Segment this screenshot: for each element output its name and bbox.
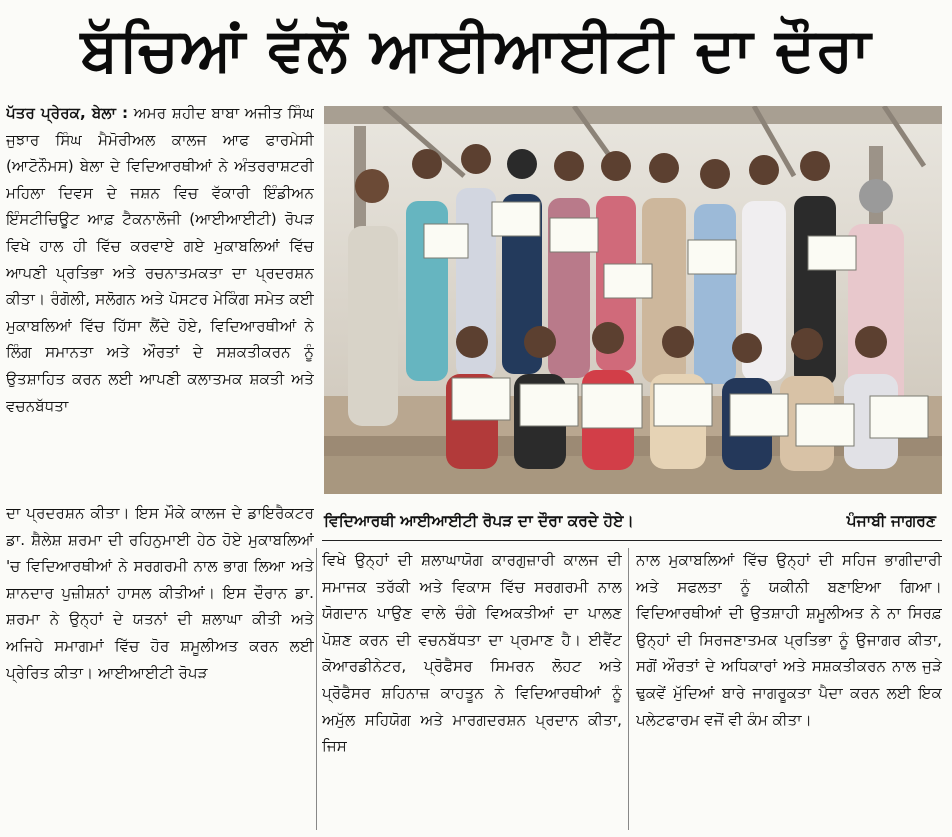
column-divider-left xyxy=(316,548,317,830)
article-column-2 xyxy=(322,547,622,830)
article-column-3 xyxy=(636,547,942,830)
article-text-4: ਨਾਲ ਮੁਕਾਬਲਿਆਂ ਵਿੱਚ ਉਨ੍ਹਾਂ ਦੀ ਸਹਿਜ ਭਾਗੀਦਾਰੀ ਅਤੇ ਸਫਲਤਾ ਨੂੰ ਯਕੀਨੀ ਬਣਾਇਆ ਗਿਆ। ਵਿਦਿਆਰਥੀਆਂ ਦੀ ਉਤਸ਼ਾਹੀ ਸ਼ਮੂਲੀਅਤ ਨੇ ਨਾ ਸਿਰਫ਼ ਉਨ੍ਹਾਂ ਦੀ ਸਿਰਜਣਾਤਮਕ ਪ੍ਰਤਿਭਾ ਨੂੰ ਉਜਾਗਰ ਕੀਤਾ, ਸਗੋਂ ਔਰਤਾਂ ਦੇ ਅਧਿਕਾਰਾਂ ਅਤੇ ਸਸ਼ਕਤੀਕਰਨ ਨਾਲ ਜੁੜੇ ਢੁਕਵੇਂ ਮੁੱਦਿਆਂ ਬਾਰੇ ਜਾਗਰੂਕਤਾ ਪੈਦਾ ਕਰਨ ਲਈ ਇਕ ਪਲੇਟਫਾਰਮ ਵਜੋਂ ਵੀ ਕੰਮ ਕੀਤਾ। xyxy=(636,551,942,729)
article-paragraph-1 xyxy=(6,100,314,419)
caption-divider xyxy=(322,540,942,541)
article-text-2: ਦਾ ਪ੍ਰਦਰਸ਼ਨ ਕੀਤਾ। ਇਸ ਮੌਕੇ ਕਾਲਜ ਦੇ ਡਾਇਰੈਕਟਰ ਡਾ. ਸ਼ੈਲੇਸ਼ ਸ਼ਰਮਾ ਦੀ ਰਹਿਨੁਮਾਈ ਹੇਠ ਹੋਏ ਮੁਕਾਬਲਿਆਂ 'ਚ ਵਿਦਿਆਰਥੀਆਂ ਨੇ ਸਰਗਰਮੀ ਨਾਲ ਭਾਗ ਲਿਆ ਅਤੇ ਸ਼ਾਨਦਾਰ ਪੁਜ਼ੀਸ਼ਨਾਂ ਹਾਸਲ ਕੀਤੀਆਂ। ਇਸ ਦੌਰਾਨ ਡਾ. ਸ਼ਰਮਾ ਨੇ ਉਨ੍ਹਾਂ ਦੇ ਯਤਨਾਂ ਦੀ ਸ਼ਲਾਘਾ ਕੀਤੀ ਅਤੇ ਅਜਿਹੇ ਸਮਾਗਮਾਂ ਵਿੱਚ ਹੋਰ ਸ਼ਮੂਲੀਅਤ ਕਰਨ ਲਈ ਪ੍ਰੇਰਿਤ ਕੀਤਾ। ਆਈਆਈਟੀ ਰੋਪੜ xyxy=(6,504,314,682)
photo-caption: ਵਿਦਿਆਰਥੀ ਆਈਆਈਟੀ ਰੋਪੜ ਦਾ ਦੌਰਾ ਕਰਦੇ ਹੋਏ। xyxy=(324,511,634,530)
column-divider-right xyxy=(628,548,629,830)
headline-text: ਬੱਚਿਆਂ ਵੱਲੋਂ ਆਈਆਈਟੀ ਦਾ ਦੌਰਾ xyxy=(80,15,872,85)
group-photo-illustration xyxy=(324,106,942,494)
photo-source: ਪੰਜਾਬੀ ਜਾਗਰਣ xyxy=(846,511,936,530)
byline: ਪੱਤਰ ਪ੍ਰੇਰਕ, ਬੇਲਾ : xyxy=(6,104,129,122)
article-column-top-left xyxy=(6,100,314,500)
article-text-3: ਵਿਖੇ ਉਨ੍ਹਾਂ ਦੀ ਸ਼ਲਾਘਾਯੋਗ ਕਾਰਗੁਜ਼ਾਰੀ ਕਾਲਜ ਦੀ ਸਮਾਜਕ ਤਰੱਕੀ ਅਤੇ ਵਿਕਾਸ ਵਿੱਚ ਸਰਗਰਮੀ ਨਾਲ ਯੋਗਦਾਨ ਪਾਉਣ ਵਾਲੇ ਚੰਗੇ ਵਿਅਕਤੀਆਂ ਦਾ ਪਾਲਣ ਪੋਸ਼ਣ ਕਰਨ ਦੀ ਵਚਨਬੱਧਤਾ ਦਾ ਪ੍ਰਮਾਣ ਹੈ। ਈਵੈਂਟ ਕੋਆਰਡੀਨੇਟਰ, ਪ੍ਰੋਫੈਸਰ ਸਿਮਰਨ ਲੋਹਟ ਅਤੇ ਪ੍ਰੋਫੈਸਰ ਸ਼ਹਿਨਾਜ਼ ਕਾਹਤੂਨ ਨੇ ਵਿਦਿਆਰਥੀਆਂ ਨੂੰ ਅਮੁੱਲ ਸਹਿਯੋਗ ਅਤੇ ਮਾਰਗਦਰਸ਼ਨ ਪ੍ਰਦਾਨ ਕੀਤਾ, ਜਿਸ xyxy=(322,551,622,756)
article-column-1 xyxy=(6,500,314,830)
article-text-1: ਅਮਰ ਸ਼ਹੀਦ ਬਾਬਾ ਅਜੀਤ ਸਿੰਘ ਜੁਝਾਰ ਸਿੰਘ ਮੈਮੋਰੀਅਲ ਕਾਲਜ ਆਫ ਫਾਰਮੇਸੀ (ਆਟੋਨੌਮਸ) ਬੇਲਾ ਦੇ ਵਿਦਿਆਰਥੀਆਂ ਨੇ ਅੰਤਰਰਾਸ਼ਟਰੀ ਮਹਿਲਾ ਦਿਵਸ ਦੇ ਜਸ਼ਨ ਵਿਚ ਵੱਕਾਰੀ ਇੰਡੀਅਨ ਇੰਸਟੀਚਿਊਟ ਆਫ਼ ਟੈਕਨਾਲੋਜੀ (ਆਈਆਈਟੀ) ਰੋਪੜ ਵਿਖੇ ਹਾਲ ਹੀ ਵਿੱਚ ਕਰਵਾਏ ਗਏ ਮੁਕਾਬਲਿਆਂ ਵਿੱਚ ਆਪਣੀ ਪ੍ਰਤਿਭਾ ਅਤੇ ਰਚਨਾਤਮਕਤਾ ਦਾ ਪ੍ਰਦਰਸ਼ਨ ਕੀਤਾ। ਰੰਗੋਲੀ, ਸਲੋਗਨ ਅਤੇ ਪੋਸਟਰ ਮੇਕਿੰਗ ਸਮੇਤ ਕਈ ਮੁਕਾਬਲਿਆਂ ਵਿੱਚ ਹਿੱਸਾ ਲੈਂਦੇ ਹੋਏ, ਵਿਦਿਆਰਥੀਆਂ ਨੇ ਲਿੰਗ ਸਮਾਨਤਾ ਅਤੇ ਔਰਤਾਂ ਦੇ ਸਸ਼ਕਤੀਕਰਨ ਨੂੰ ਉਤਸ਼ਾਹਿਤ ਕਰਨ ਲਈ ਆਪਣੀ ਕਲਾਤਮਕ ਸ਼ਕਤੀ ਅਤੇ ਵਚਨਬੱਧਤਾ xyxy=(6,104,314,415)
headline xyxy=(0,0,952,100)
group-photo xyxy=(324,106,942,494)
photo-caption-bar xyxy=(324,507,942,535)
